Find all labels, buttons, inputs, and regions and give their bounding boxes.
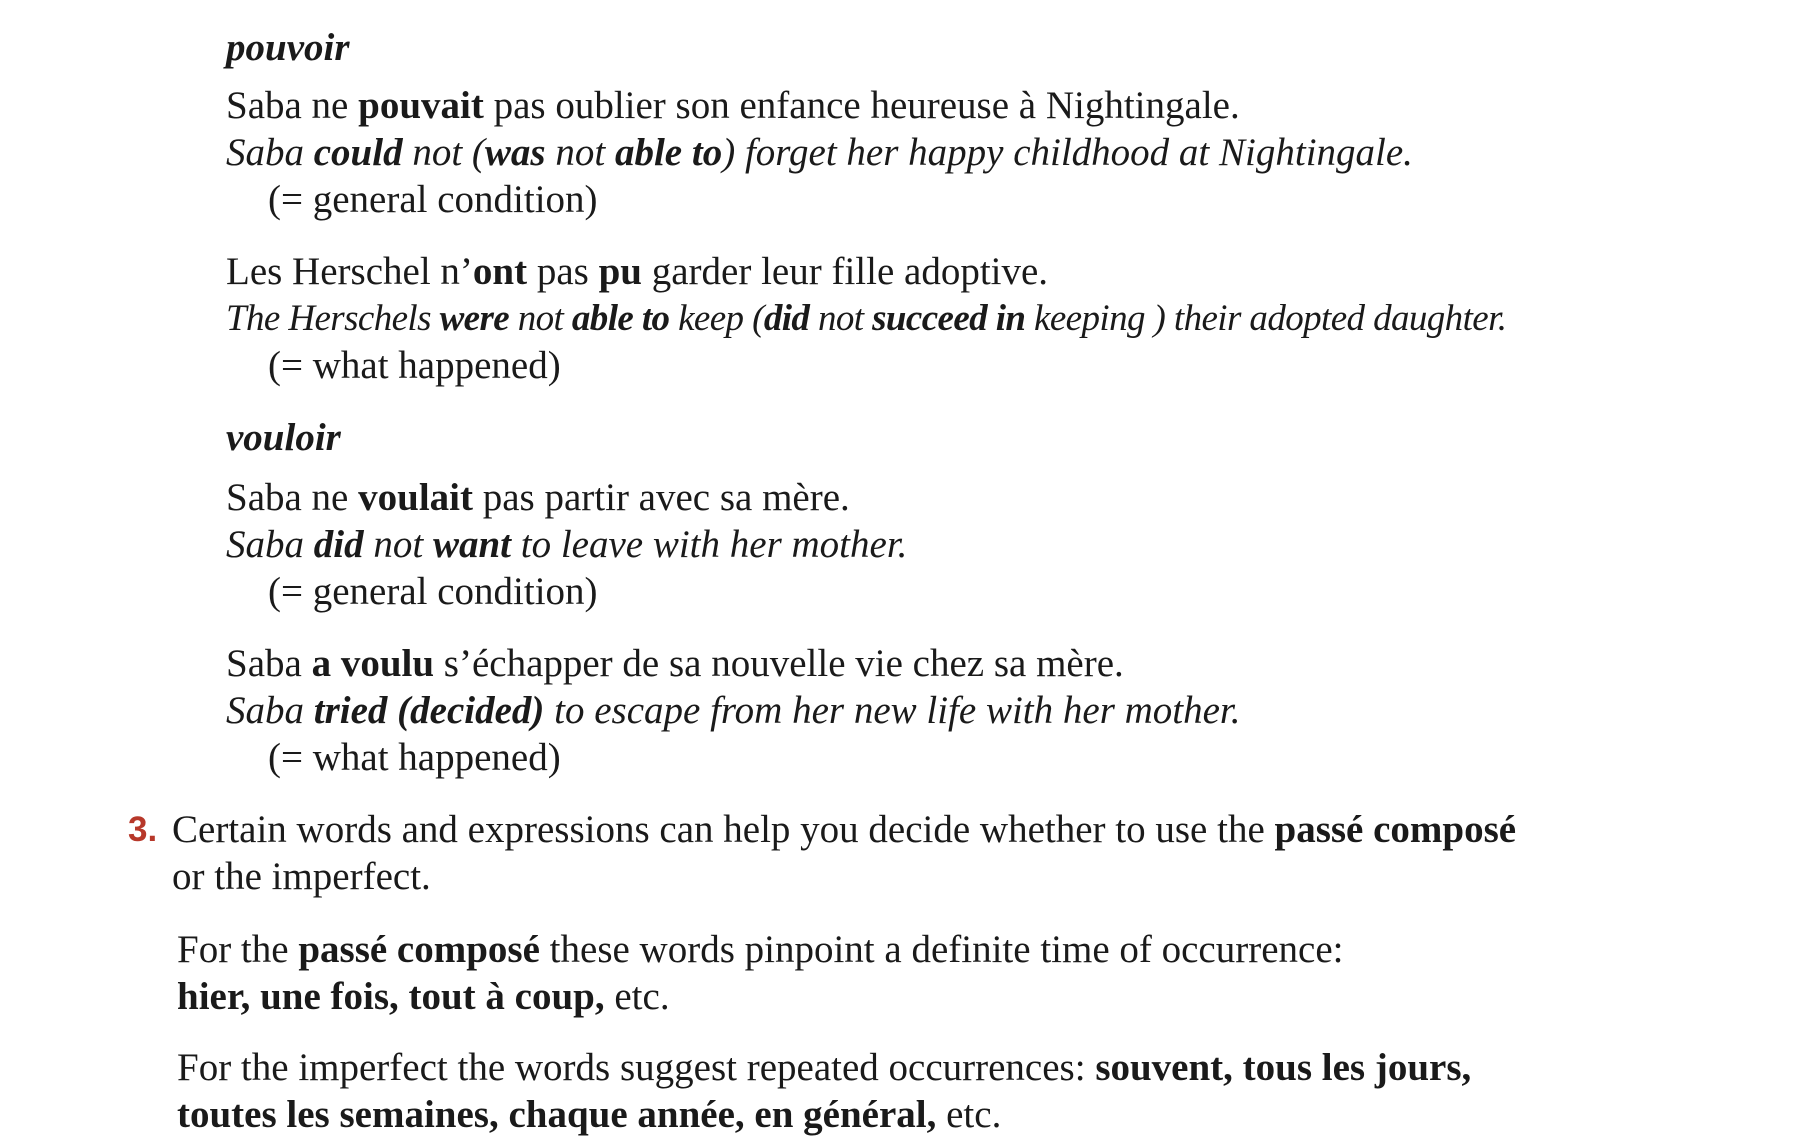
usage-note: (= general condition) xyxy=(268,178,598,221)
text: to leave with her mother. xyxy=(510,523,908,566)
vouloir-section xyxy=(226,414,1766,461)
passe-compose-paragraph xyxy=(177,926,1777,1020)
pouvoir-example-2 xyxy=(226,248,1766,389)
bold-verb: tried (decided) xyxy=(313,689,545,732)
text: Saba xyxy=(226,689,314,732)
bold-verb: a voulu xyxy=(311,642,435,685)
text: keep ( xyxy=(669,298,764,339)
pouvoir-section xyxy=(226,24,1766,71)
text: s’échapper de sa nouvelle vie chez sa mère. xyxy=(434,642,1124,685)
english-translation xyxy=(226,687,1766,734)
bold-verb: voulait xyxy=(358,476,473,519)
bold-verb: was xyxy=(484,131,546,174)
bold-verb: did xyxy=(763,298,810,339)
english-translation xyxy=(226,129,1766,176)
imperfect-paragraph xyxy=(177,1044,1777,1138)
pouvoir-example-1 xyxy=(226,82,1766,223)
bold-examples: hier, une fois, tout à coup, xyxy=(177,975,605,1018)
vouloir-example-2 xyxy=(226,640,1766,781)
text: keeping ) their adopted daughter. xyxy=(1025,298,1507,339)
usage-note: (= general condition) xyxy=(268,570,598,613)
text: Saba ne xyxy=(226,476,359,519)
text: Saba xyxy=(226,642,312,685)
bold-verb: pu xyxy=(598,250,642,293)
english-translation xyxy=(226,295,1766,342)
bold-term: passé composé xyxy=(298,928,540,971)
point-3-line-1 xyxy=(172,806,1768,853)
vouloir-heading: vouloir xyxy=(226,416,341,459)
english-translation xyxy=(226,521,1766,568)
french-sentence xyxy=(226,82,1766,129)
text: these words pinpoint a definite time of occurrence: xyxy=(539,928,1344,971)
text: pas partir avec sa mère. xyxy=(472,476,850,519)
point-number: 3. xyxy=(128,810,158,849)
text: not ( xyxy=(402,131,485,174)
text: not xyxy=(363,523,433,566)
text: Saba ne xyxy=(226,84,359,127)
text: Certain words and expressions can help you decide whether to use the xyxy=(172,808,1275,851)
bold-verb: pouvait xyxy=(358,84,484,127)
text: etc. xyxy=(604,975,670,1018)
text: The Herschels xyxy=(226,298,440,339)
text: to escape from her new life with her mother. xyxy=(544,689,1241,732)
text: not xyxy=(509,298,572,339)
text: pas oublier son enfance heureuse à Nightingale. xyxy=(483,84,1240,127)
bold-examples: souvent, tous les jours, xyxy=(1095,1046,1472,1089)
paragraph-line-1 xyxy=(177,926,1777,973)
french-sentence xyxy=(226,640,1766,687)
bold-verb: were xyxy=(439,298,510,339)
text: garder leur fille adoptive. xyxy=(641,250,1049,293)
text: ) forget her happy childhood at Nightingale. xyxy=(722,131,1413,174)
french-sentence xyxy=(226,248,1766,295)
pouvoir-heading: pouvoir xyxy=(226,26,350,69)
bold-verb: able to xyxy=(571,298,670,339)
point-3-line-2: or the imperfect. xyxy=(172,855,431,898)
text: pas xyxy=(527,250,599,293)
text: etc. xyxy=(936,1093,1002,1136)
text: For the xyxy=(177,928,299,971)
bold-verb: succeed in xyxy=(872,298,1026,339)
paragraph-line-1 xyxy=(177,1044,1777,1091)
bold-verb: did xyxy=(313,523,364,566)
paragraph-line-2 xyxy=(177,973,1777,1020)
bold-verb: able to xyxy=(614,131,723,174)
usage-note: (= what happened) xyxy=(268,736,561,779)
text: Saba xyxy=(226,523,314,566)
text: not xyxy=(545,131,615,174)
bold-verb: ont xyxy=(472,250,528,293)
bold-verb: could xyxy=(313,131,403,174)
usage-note: (= what happened) xyxy=(268,344,561,387)
vouloir-example-1 xyxy=(226,474,1766,615)
text: For the imperfect the words suggest repeated occurrences: xyxy=(177,1046,1096,1089)
bold-term: passé composé xyxy=(1274,808,1517,851)
paragraph-line-2 xyxy=(177,1091,1777,1138)
point-3 xyxy=(128,806,1768,900)
bold-verb: want xyxy=(432,523,511,566)
bold-examples: toutes les semaines, chaque année, en général, xyxy=(177,1093,937,1136)
french-sentence xyxy=(226,474,1766,521)
text: Les Herschel n’ xyxy=(226,250,473,293)
text: Saba xyxy=(226,131,314,174)
text: not xyxy=(809,298,873,339)
